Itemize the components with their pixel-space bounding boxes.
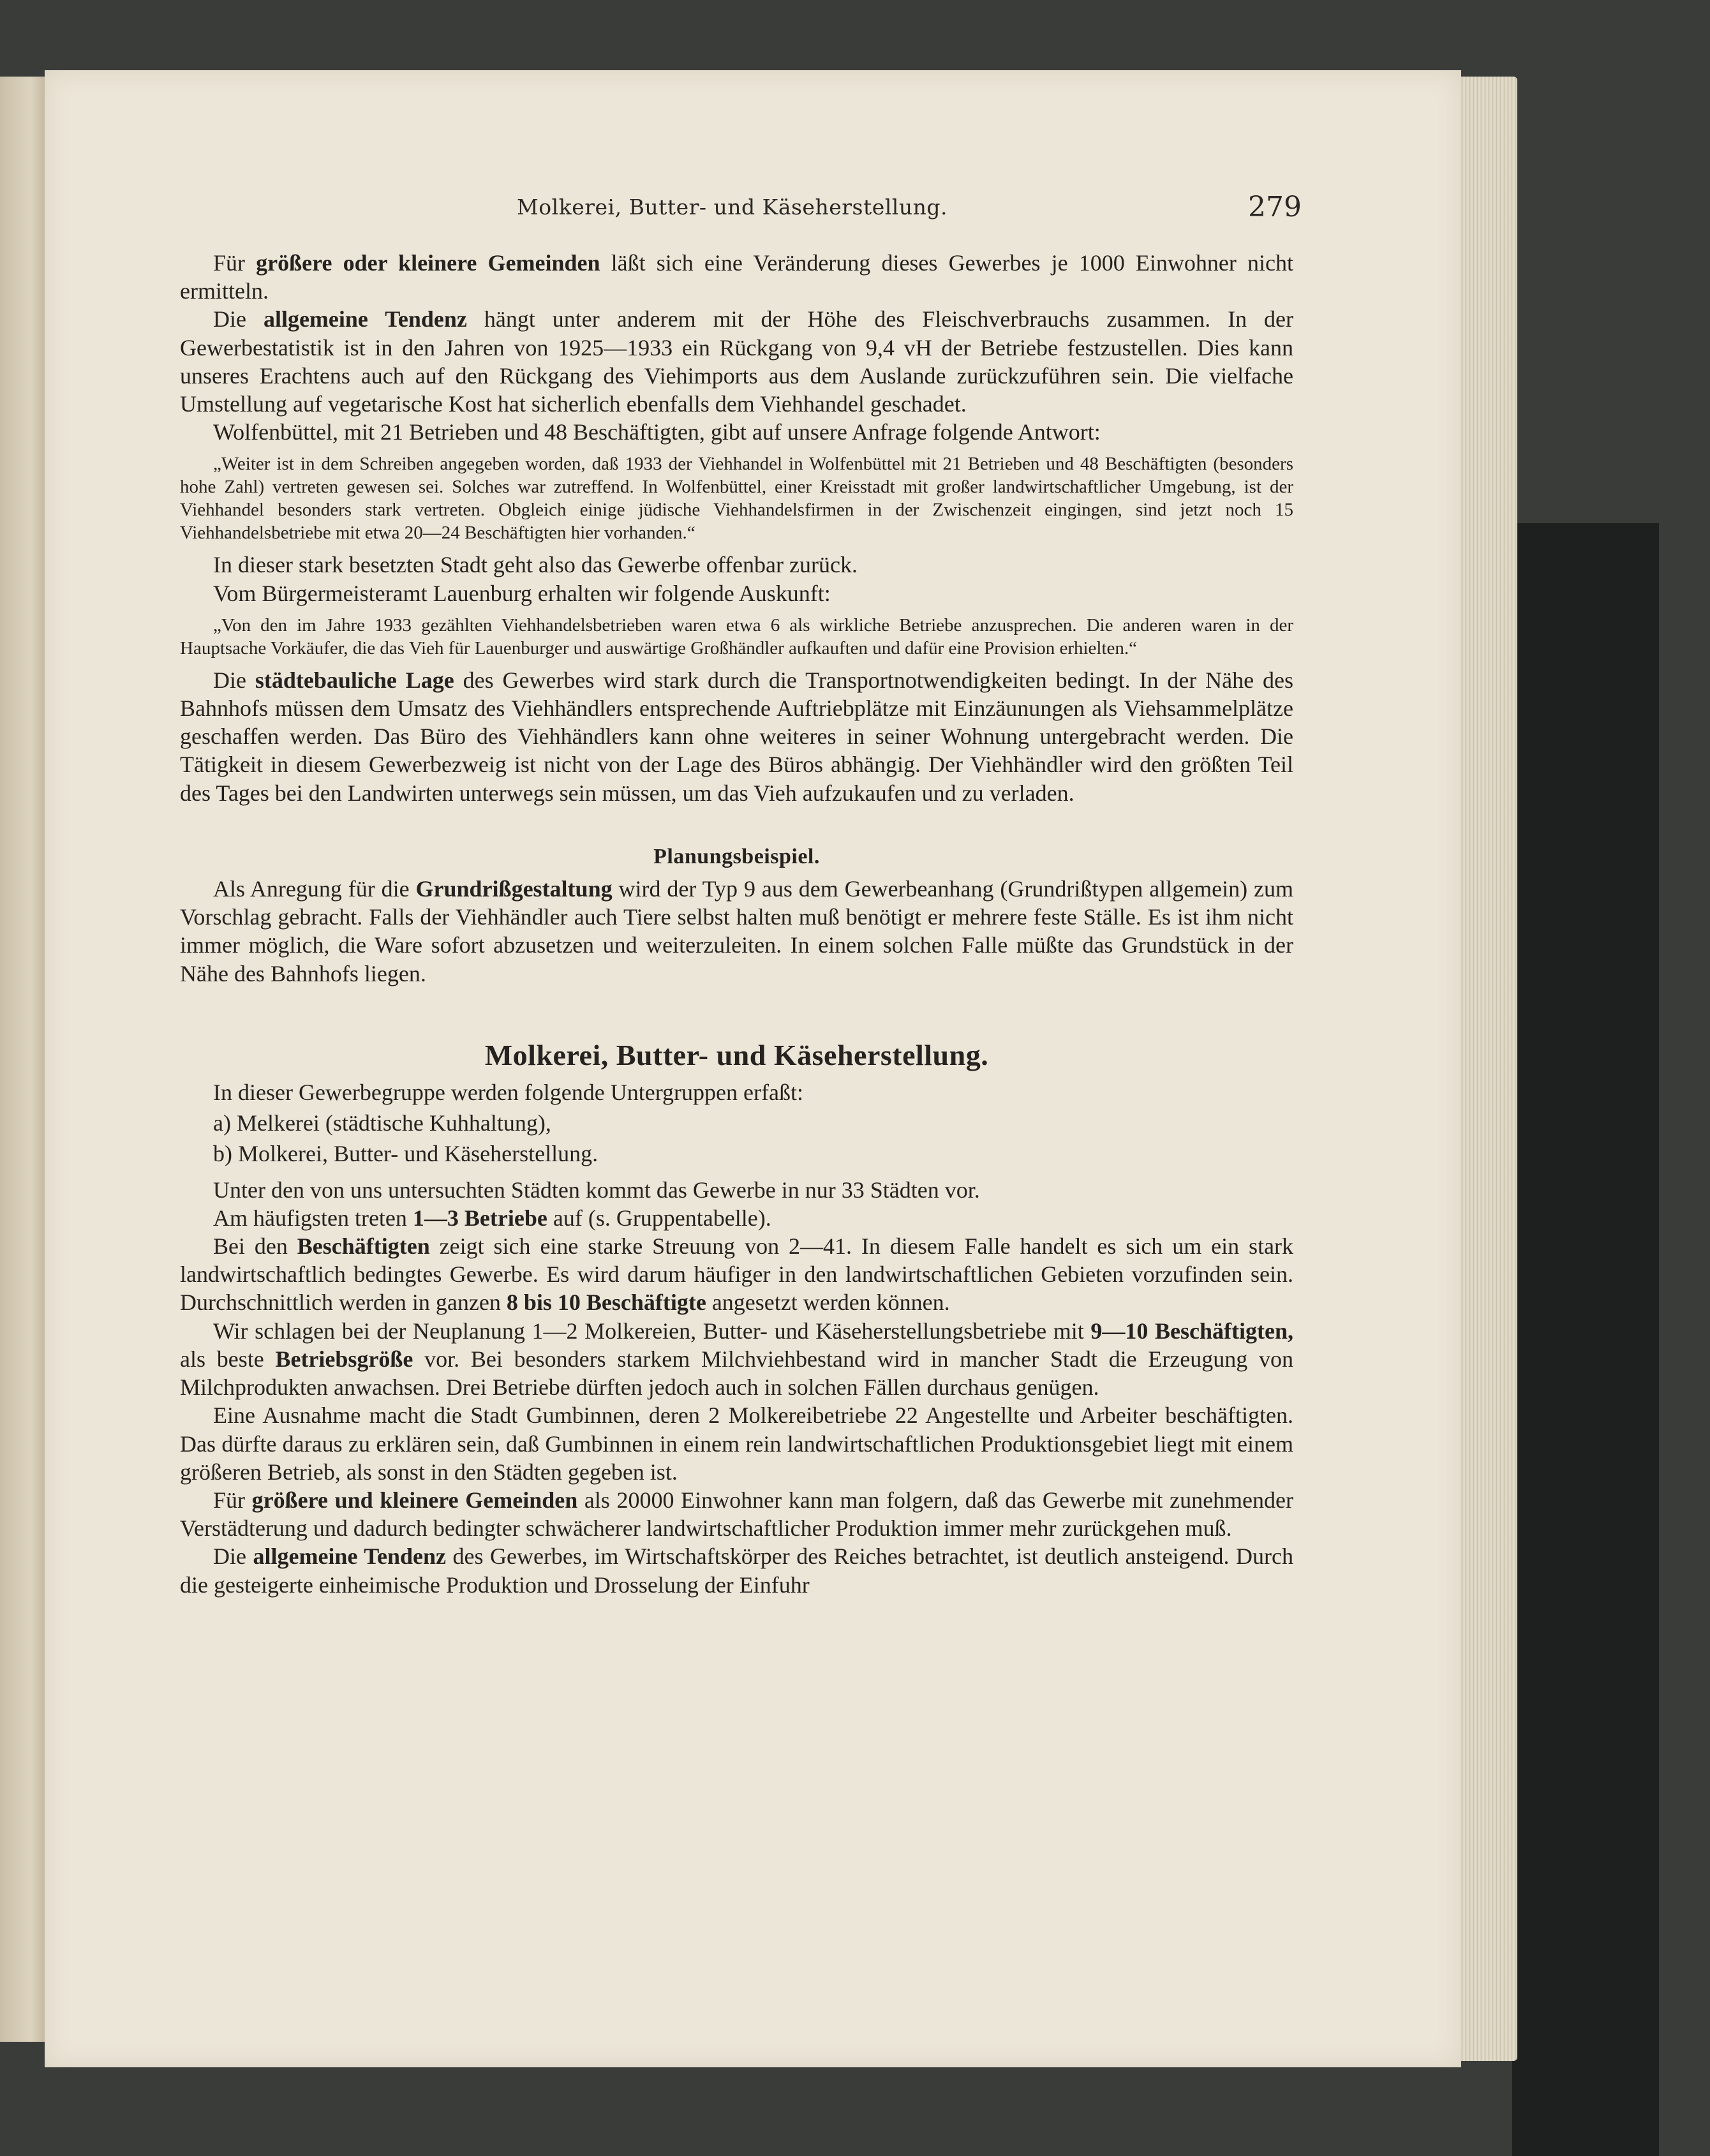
- page-number: 279: [1248, 191, 1302, 223]
- paragraph: Am häufigsten treten 1—3 Betriebe auf (s. Gruppentabelle).: [213, 1205, 771, 1231]
- paragraph: Wir schlagen bei der Neuplanung 1—2 Molkereien, Butter- und Käseherstellungsbetriebe mit 9—10 Beschäftigten, als beste Betriebsgröße vor. Bei besonders starkem Milchviehbestand wird in mancher Stadt die Erzeugung von Milchprodukten anwachsen. Drei Betriebe dürften jedoch auch in solchen Fällen durchaus genügen.: [180, 1318, 1294, 1401]
- paragraph: Bei den Beschäftigten zeigt sich eine starke Streuung von 2—41. In diesem Falle handelt es sich um ein stark landwirtschaftlich bedingtes Gewerbe. Es wird darum häufiger in den landwirtschaftlichen Gebieten vorzufinden sein. Durchschnittlich werden in ganzen 8 bis 10 Beschäftigte angesetzt werden können.: [180, 1233, 1293, 1316]
- facing-page-edge: [0, 77, 51, 2042]
- running-title: Molkerei, Butter- und Käseherstellung.: [517, 195, 948, 219]
- paragraph: Vom Bürgermeisteramt Lauenburg erhalten wir folgende Auskunft:: [213, 580, 831, 606]
- page-header: [45, 191, 1385, 233]
- paragraph: Die städtebauliche Lage des Gewerbes wird stark durch die Transportnotwendigkeiten bedingt. In der Nähe des Bahnhofs müssen dem Umsatz des Viehhändlers entsprechende Auftriebplätze mit Einzäunungen als Viehsammelplätze geschaffen werden. Das Büro des Viehhändlers kann ohne weiteres in seiner Wohnung untergebracht werden. Die Tätigkeit in diesem Gewerbezweig ist nicht von der Lage des Büros abhängig. Der Viehhändler wird den größten Teil des Tages bei den Landwirten unterwegs sein müssen, um das Vieh aufzukaufen und zu verladen.: [180, 667, 1293, 806]
- paragraph: Die allgemeine Tendenz hängt unter anderem mit der Höhe des Fleischverbrauchs zusammen. In der Gewerbestatistik ist in den Jahren von 1925—1933 ein Rückgang von 9,4 vH der Betriebe festzustellen. Dies kann unseres Erachtens auch auf den Rückgang des Viehimports aus dem Auslande zurückzuführen sein. Die vielfache Umstellung auf vegetarische Kost hat sicherlich ebenfalls dem Viehhandel geschadet.: [180, 306, 1293, 417]
- paragraph: Unter den von uns untersuchten Städten kommt das Gewerbe in nur 33 Städten vor.: [213, 1177, 980, 1203]
- paragraph: Für größere oder kleinere Gemeinden läßt sich eine Veränderung dieses Gewerbes je 1000 Einwohner nicht ermitteln.: [180, 250, 1293, 304]
- paragraph: In dieser stark besetzten Stadt geht also das Gewerbe offenbar zurück.: [213, 552, 858, 578]
- block-quote: „Weiter ist in dem Schreiben angegeben worden, daß 1933 der Viehhandel in Wolfenbüttel mit 21 Betrieben und 48 Beschäftigten (besonders hohe Zahl) vertreten gewesen sei. Solches war zutreffend. In Wolfenbüttel, einer Kreisstadt mit großer landwirtschaftlicher Umgebung, ist der Viehhandel besonders stark vertreten. Obgleich einige jüdische Viehhandelsfirmen in der Zwischenzeit eingingen, sind jetzt noch 15 Viehhandelsbetriebe mit etwa 20—24 Beschäftigten hier vorhanden.“: [180, 454, 1293, 544]
- paragraph: Eine Ausnahme macht die Stadt Gumbinnen, deren 2 Molkereibetriebe 22 Angestellte und Arbeiter beschäftigten. Das dürfte daraus zu erklären sein, daß Gumbinnen in einem rein landwirtschaftlichen Produktionsgebiet liegt mit einem größeren Betrieb, als sonst in den Städten gegeben ist.: [180, 1402, 1293, 1485]
- book-page: [45, 70, 1461, 2067]
- paragraph: Für größere und kleinere Gemeinden als 20000 Einwohner kann man folgern, daß das Gewerbe mit zunehmender Verstädterung und dadurch bedingter schwächerer landwirtschaftlicher Produktion immer mehr zurückgehen muß.: [180, 1487, 1293, 1542]
- page-body: [180, 249, 1293, 1599]
- paragraph: In dieser Gewerbegruppe werden folgende Untergruppen erfaßt:: [213, 1080, 803, 1106]
- section-title: Molkerei, Butter- und Käseherstellung.: [484, 1038, 989, 1071]
- paragraph: Wolfenbüttel, mit 21 Betrieben und 48 Beschäftigten, gibt auf unsere Anfrage folgende Antwort:: [213, 419, 1101, 445]
- list-item: b) Molkerei, Butter- und Käseherstellung.: [213, 1141, 598, 1167]
- list-item: a) Melkerei (städtische Kuhhaltung),: [213, 1110, 551, 1136]
- paragraph: Die allgemeine Tendenz des Gewerbes, im Wirtschaftskörper des Reiches betrachtet, ist deutlich ansteigend. Durch die gesteigerte einheimische Produktion und Drosselung der Einfuhr: [180, 1543, 1293, 1598]
- subheading: Planungsbeispiel.: [653, 844, 820, 868]
- book-cover: [1512, 523, 1659, 2156]
- paragraph: Als Anregung für die Grundrißgestaltung wird der Typ 9 aus dem Gewerbeanhang (Grundrißtypen allgemein) zum Vorschlag gebracht. Falls der Viehhändler auch Tiere selbst halten muß benötigt er mehrere feste Ställe. Es ist ihm nicht immer möglich, die Ware sofort abzusetzen und weiterzuleiten. In einem solchen Falle müßte das Grundstück in der Nähe des Bahnhofs liegen.: [180, 876, 1294, 986]
- block-quote: „Von den im Jahre 1933 gezählten Viehhandelsbetrieben waren etwa 6 als wirkliche Betriebe anzusprechen. Die anderen waren in der Hauptsache Vorkäufer, die das Vieh für Lauenburger und auswärtige Großhändler aufkauften und dafür eine Provision erhielten.“: [180, 614, 1293, 658]
